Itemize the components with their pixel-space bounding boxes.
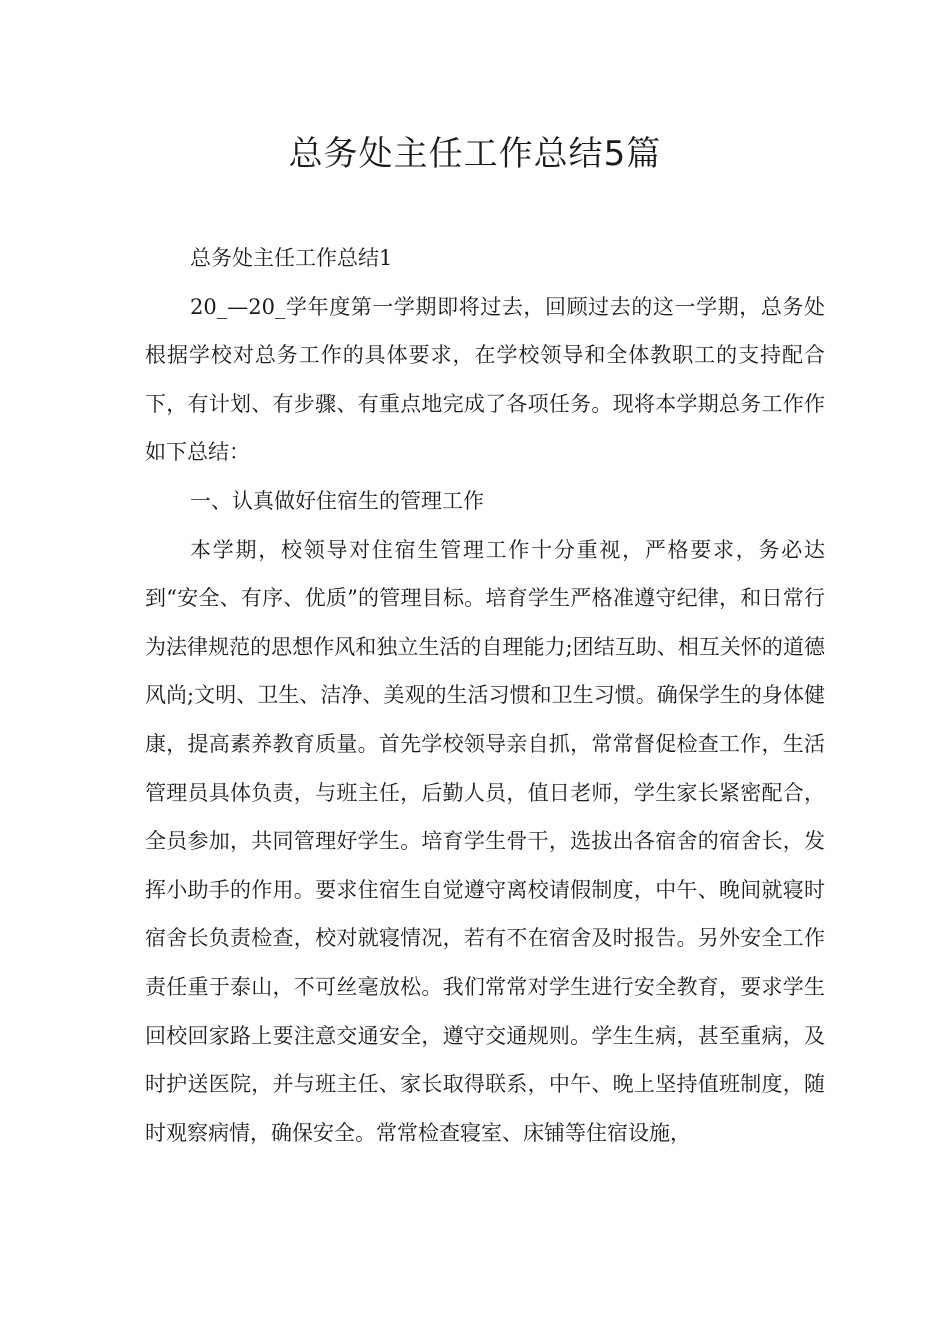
intro-paragraph: 20_—20_学年度第一学期即将过去，回顾过去的这一学期，总务处根据学校对总务工作的具体要求，在学校领导和全体教职工的支持配合下，有计划、有步骤、有重点地完成了各项任务。现将本学期总务工作作如下总结： [145, 294, 825, 465]
section-title: 总务处主任工作总结1 [190, 246, 393, 270]
document-body [145, 234, 825, 1157]
document-title: 总务处主任工作总结5篇 [288, 134, 662, 174]
section-heading-1: 一、认真做好住宿生的管理工作 [190, 488, 484, 513]
body-paragraph-1: 本学期，校领导对住宿生管理工作十分重视，严格要求，务必达到“安全、有序、优质”的管理目标。培育学生严格准遵守纪律，和日常行为法律规范的思想作风和独立生活的自理能力;团结互助、相互关怀的道德风尚;文明、卫生、洁净、美观的生活习惯和卫生习惯。确保学生的身体健康，提高素养教育质量。首先学校领导亲自抓，常常督促检查工作，生活管理员具体负责，与班主任，后勤人员，值日老师，学生家长紧密配合，全员参加，共同管理好学生。培育学生骨干，选拔出各宿舍的宿舍长，发挥小助手的作用。要求住宿生自觉遵守离校请假制度，中午、晚间就寝时宿舍长负责检查，校对就寝情况，若有不在宿舍及时报告。另外安全工作责任重于泰山，不可丝毫放松。我们常常对学生进行安全教育，要求学生回校回家路上要注意交通安全，遵守交通规则。学生生病，甚至重病，及时护送医院，并与班主任、家长取得联系，中午、晚上坚持值班制度，随时观察病情，确保安全。常常检查寝室、床铺等住宿设施， [145, 537, 825, 1145]
